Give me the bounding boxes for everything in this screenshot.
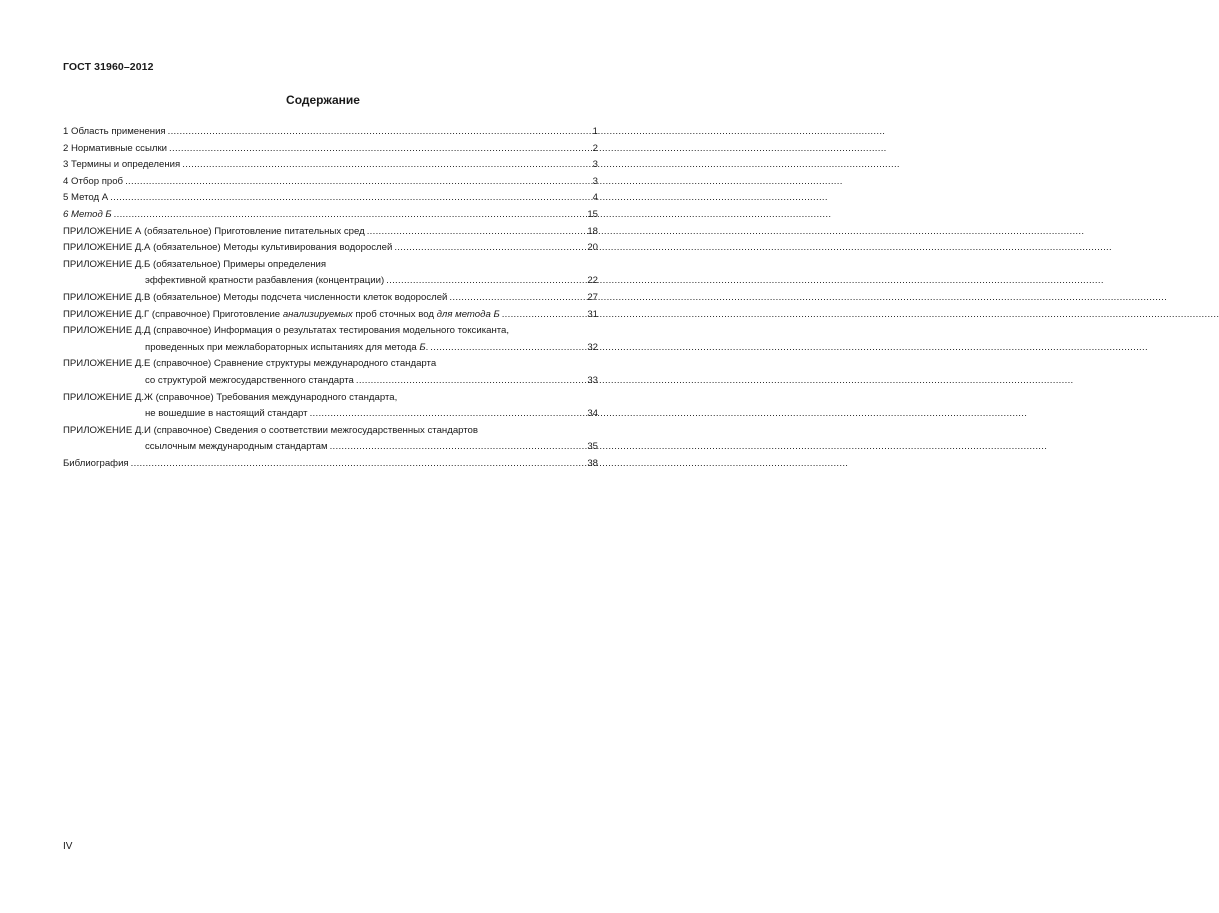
toc-entry-text-part: анализируемых	[282, 308, 353, 320]
toc-entry-text	[63, 124, 166, 141]
dot-leader	[367, 224, 586, 241]
dot-leader	[182, 157, 588, 174]
dot-leader	[386, 273, 585, 290]
toc-entry[interactable]	[63, 273, 598, 290]
toc-entry-text-part: ссылочным международным стандартам	[145, 441, 328, 453]
toc-entry-text	[145, 273, 384, 290]
toc-entry-text-part: не вошедшие в настоящий стандарт	[145, 408, 308, 420]
toc-entry-text-part: 3 Термины и определения	[63, 159, 181, 171]
toc-entry-text	[63, 290, 447, 307]
toc-page-number: 4	[592, 192, 598, 204]
toc-entry-text	[63, 141, 167, 158]
toc-entry-text-part: проб сточных вод	[352, 308, 437, 320]
dot-leader	[394, 240, 585, 257]
toc-entry-text	[145, 373, 354, 390]
toc-entry-text-part: 1 Область применения	[63, 126, 166, 137]
toc-entry-text-part: 2 Нормативные ссылки	[63, 142, 168, 154]
toc-entry-text	[63, 323, 509, 340]
toc-entry[interactable]	[63, 340, 598, 357]
dot-leader	[131, 456, 586, 473]
toc-entry-text-part: 6 Метод Б	[63, 208, 112, 220]
dot-leader	[168, 124, 588, 141]
toc-entry-text-part: проведенных при межлабораторных испытаниях для метода	[145, 341, 420, 353]
toc-entry[interactable]	[63, 390, 598, 407]
toc-entry-text-part: ПРИЛОЖЕНИЕ Д.И (справочное) Сведения о соответствии межгосударственных стандартов	[63, 424, 478, 436]
toc-entry-text	[63, 423, 478, 440]
toc-entry-text-part: эффективной кратности разбавления (концентрации)	[145, 275, 385, 287]
toc-entry[interactable]	[63, 207, 598, 224]
toc-page-number: 35	[587, 441, 598, 453]
toc-page-number: 31	[587, 308, 598, 320]
toc-entry-text-part: ПРИЛОЖЕНИЕ Д.Д (справочное) Информация о результатах тестирования модельного токсиканта,	[63, 325, 510, 337]
toc-page-number: 22	[587, 275, 598, 287]
toc-entry-text	[63, 390, 397, 407]
toc-entry[interactable]	[63, 141, 598, 158]
toc-entry[interactable]	[63, 406, 598, 423]
toc-entry[interactable]	[63, 174, 598, 191]
toc-entry-text	[63, 307, 500, 324]
toc-page-number: 18	[587, 225, 598, 237]
dot-leader	[125, 174, 588, 191]
toc-entry-text-part: 4 Отбор проб	[63, 175, 124, 187]
toc-entry-text-part: ПРИЛОЖЕНИЕ А (обязательное) Приготовление питательных сред	[63, 225, 365, 237]
toc-page-number: 38	[587, 457, 598, 469]
toc-entry[interactable]	[63, 307, 598, 324]
toc-entry[interactable]	[63, 124, 598, 141]
toc-page-number: 27	[587, 291, 598, 303]
toc-page-number: 32	[587, 341, 598, 353]
dot-leader	[449, 290, 585, 307]
toc-page-number: 1	[592, 126, 598, 137]
toc-entry[interactable]	[63, 423, 598, 440]
toc-page-number: 20	[587, 242, 598, 254]
toc-page-number: 33	[587, 374, 598, 386]
toc-entry-text-part: ПРИЛОЖЕНИЕ Д.А (обязательное) Методы культивирования водорослей	[63, 242, 393, 254]
toc-entry[interactable]	[63, 224, 598, 241]
toc-entry-text	[63, 240, 392, 257]
toc-entry-text	[63, 190, 108, 207]
toc-entry-text-part: ПРИЛОЖЕНИЕ Д.Е (справочное) Сравнение структуры международного стандарта	[63, 358, 437, 370]
dot-leader	[356, 373, 585, 390]
dot-leader	[502, 307, 586, 324]
toc-entry[interactable]	[63, 356, 598, 373]
toc-entry-text-part: ПРИЛОЖЕНИЕ Д.Б (обязательное) Примеры определения	[63, 258, 327, 270]
toc-title: Содержание	[286, 93, 360, 107]
toc-entry-text	[63, 207, 112, 224]
toc-entry[interactable]	[63, 456, 598, 473]
dot-leader	[310, 406, 586, 423]
toc-entry-text-part: 5 Метод А	[63, 192, 109, 204]
toc-entry-text	[63, 224, 365, 241]
toc-entry-text	[145, 340, 428, 357]
toc-entry-text	[145, 406, 308, 423]
toc-entry[interactable]	[63, 157, 598, 174]
toc-entry-text-part: ПРИЛОЖЕНИЕ Д.Г (справочное) Приготовление	[63, 308, 283, 320]
toc-entry[interactable]	[63, 257, 598, 274]
toc-entry-text-part: Библиография	[63, 457, 129, 469]
toc-page-number: 34	[587, 408, 598, 420]
dot-leader	[330, 439, 586, 456]
toc-entry[interactable]	[63, 290, 598, 307]
page-number: IV	[63, 841, 73, 852]
document-code: ГОСТ 31960–2012	[63, 61, 154, 73]
dot-leader	[114, 207, 586, 224]
toc-entry-text	[63, 174, 123, 191]
toc-entry-text-part: ПРИЛОЖЕНИЕ Д.Ж (справочное) Требования международного стандарта,	[63, 391, 398, 403]
toc-entry-text	[63, 157, 180, 174]
toc-page-number: 15	[587, 208, 598, 220]
toc-page-number: 3	[592, 175, 598, 187]
toc-entry-text-part: .	[425, 341, 429, 353]
toc-page-number: 2	[592, 142, 598, 154]
dot-leader	[169, 141, 588, 158]
toc-entry[interactable]	[63, 439, 598, 456]
toc-page-number: 3	[592, 159, 598, 171]
toc-entry-text-part: для метода Б	[436, 308, 500, 320]
toc-entry-text	[63, 456, 129, 473]
table-of-contents	[63, 124, 598, 472]
toc-entry-text	[63, 257, 326, 274]
dot-leader	[110, 190, 588, 207]
toc-entry-text	[145, 439, 328, 456]
toc-entry-text	[63, 356, 436, 373]
toc-entry-text-part: Б	[419, 341, 426, 353]
toc-entry-text-part: со структурой межгосударственного стандарта	[145, 374, 354, 386]
toc-entry[interactable]	[63, 190, 598, 207]
toc-entry[interactable]	[63, 373, 598, 390]
toc-entry[interactable]	[63, 240, 598, 257]
dot-leader	[430, 340, 585, 357]
toc-entry[interactable]	[63, 323, 598, 340]
toc-entry-text-part: ПРИЛОЖЕНИЕ Д.В (обязательное) Методы подсчета численности клеток водорослей	[63, 291, 448, 303]
